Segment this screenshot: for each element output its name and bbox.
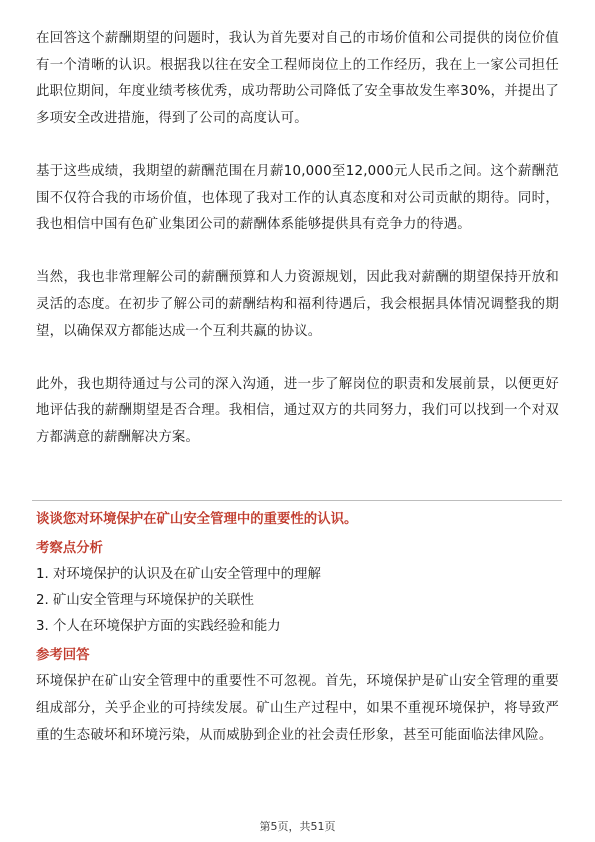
analysis-item-2: 2. 矿山安全管理与环境保护的关联性 — [36, 592, 254, 608]
analysis-list — [36, 562, 559, 639]
analysis-heading: 考察点分析 — [36, 541, 103, 556]
reference-answer: 环境保护在矿山安全管理中的重要性不可忽视。首先，环境保护是矿山安全管理的重要组成部分，关乎企业的可持续发展。矿山生产过程中，如果不重视环境保护，将导致严重的生态破坏和环境污染，从而威胁到企业的社会责任形象，甚至可能面临法律风险。 — [36, 674, 559, 743]
section-divider — [32, 500, 562, 501]
paragraph-1: 在回答这个薪酬期望的问题时，我认为首先要对自己的市场价值和公司提供的岗位价值有一个清晰的认识。根据我以往在安全工程师岗位上的工作经历，我在上一家公司担任此职位期间，年度业绩考核优秀，成功帮助公司降低了安全事故发生率30%，并提出了多项安全改进措施，得到了公司的高度认可。 — [36, 31, 559, 126]
analysis-item-3: 3. 个人在环境保护方面的实践经验和能力 — [36, 618, 281, 634]
question-block — [36, 508, 559, 749]
paragraph-2: 基于这些成绩，我期望的薪酬范围在月薪10,000至12,000元人民币之间。这个薪酬范围不仅符合我的市场价值，也体现了我对工作的认真态度和对公司贡献的期待。同时，我也相信中国有色矿业集团公司的薪酬体系能够提供具有竞争力的待遇。 — [36, 163, 559, 233]
answer-body — [36, 26, 559, 452]
reference-heading: 参考回答 — [36, 648, 90, 664]
paragraph-4: 此外，我也期待通过与公司的深入沟通，进一步了解岗位的职责和发展前景，以便更好地评估我的薪酬期望是否合理。我相信，通过双方的共同努力，我们可以找到一个对双方都满意的薪酬解决方案。 — [36, 376, 559, 445]
question-title: 谈谈您对环境保护在矿山安全管理中的重要性的认识。 — [36, 512, 358, 527]
paragraph-3: 当然，我也非常理解公司的薪酬预算和人力资源规划，因此我对薪酬的期望保持开放和灵活的态度。在初步了解公司的薪酬结构和福利待遇后，我会根据具体情况调整我的期望，以确保双方都能达成一个互利共赢的协议。 — [36, 270, 559, 339]
page-number: 第5页，共51页 — [259, 820, 336, 833]
analysis-item-1: 1. 对环境保护的认识及在矿山安全管理中的理解 — [36, 567, 321, 582]
